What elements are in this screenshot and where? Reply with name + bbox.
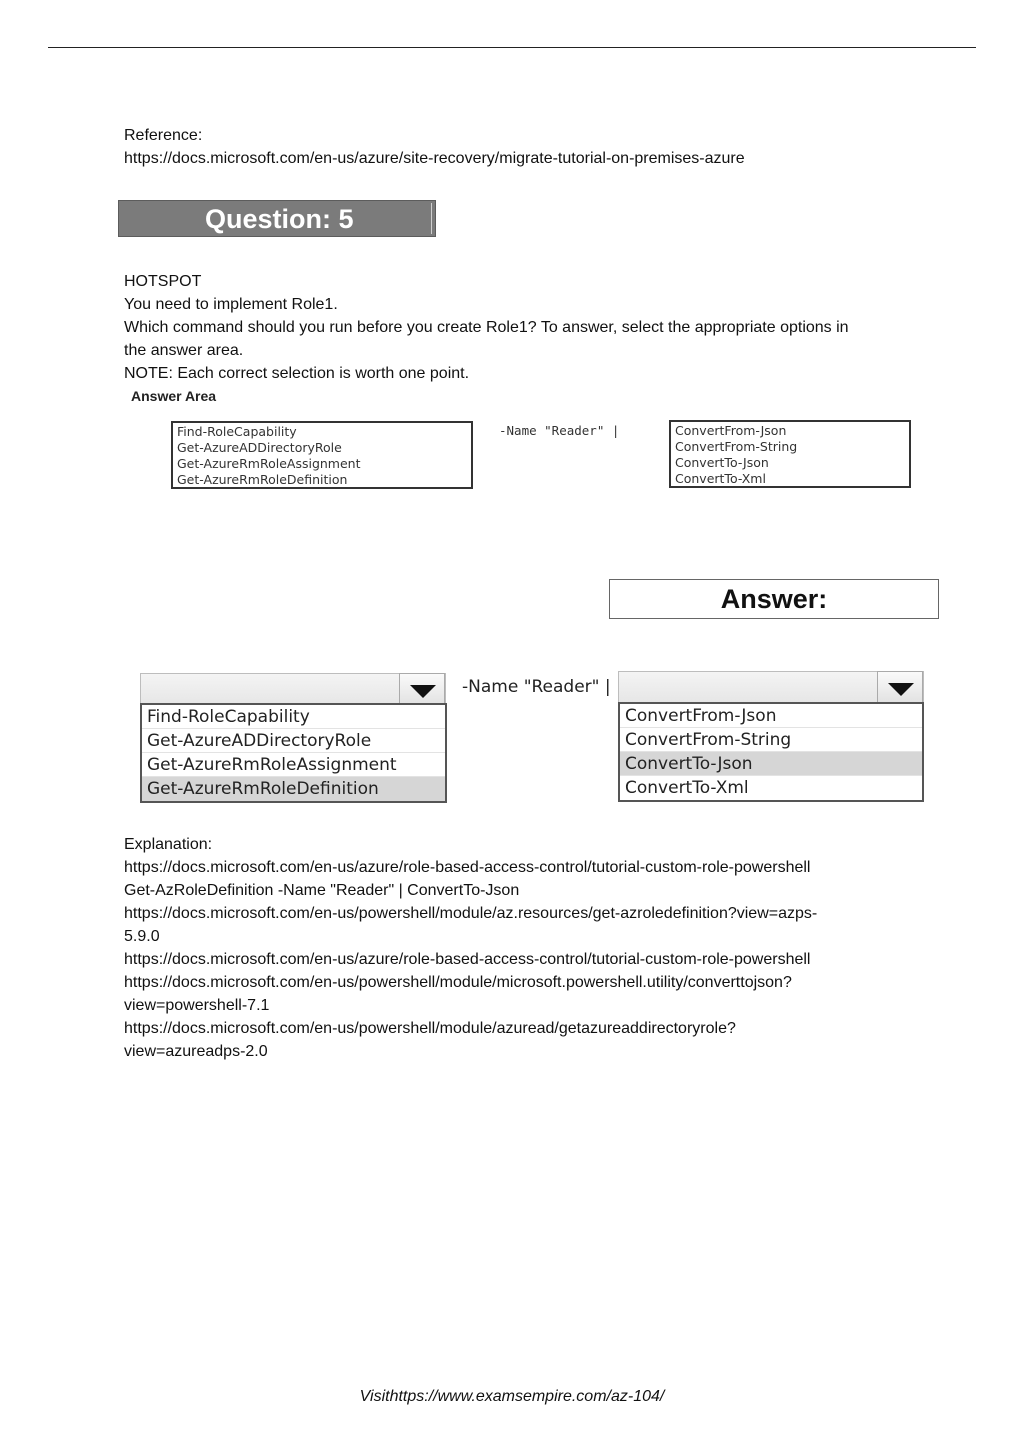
dropdown-option-selected[interactable]: ConvertTo-Json <box>620 752 922 776</box>
dropdown-option[interactable]: ConvertFrom-String <box>620 728 922 752</box>
question-type: HOTSPOT <box>124 273 202 290</box>
answer-area-middle-text: -Name "Reader" | <box>499 423 620 438</box>
explanation-line[interactable]: https://docs.microsoft.com/en-us/powershell/module/az.resources/get-azroledefinition?view=azps- <box>124 905 818 922</box>
footer-link[interactable]: Visithttps://www.examsempire.com/az-104/ <box>359 1388 665 1405</box>
question-line-1: You need to implement Role1. <box>124 296 338 313</box>
answer-area-command-list[interactable] <box>171 421 473 489</box>
list-item[interactable]: ConvertFrom-String <box>675 439 798 454</box>
convert-dropdown[interactable] <box>618 671 924 704</box>
question-line-2: Which command should you run before you create Role1? To answer, select the appropriate options in <box>124 319 849 336</box>
answer-area-label: Answer Area <box>131 388 217 404</box>
dropdown-option[interactable]: Find-RoleCapability <box>142 705 445 729</box>
question-block <box>124 270 849 385</box>
list-item[interactable]: Find-RoleCapability <box>177 424 297 439</box>
list-item[interactable]: ConvertTo-Xml <box>675 471 766 486</box>
answer-area-convert-list[interactable] <box>669 420 911 488</box>
triangle-down-icon <box>410 685 436 698</box>
reference-block <box>124 124 745 170</box>
dropdown-option[interactable]: ConvertTo-Xml <box>625 778 749 798</box>
explanation-line[interactable]: https://docs.microsoft.com/en-us/azure/role-based-access-control/tutorial-custom-role-powershell <box>124 859 811 876</box>
triangle-down-icon <box>888 683 914 696</box>
explanation-line[interactable]: https://docs.microsoft.com/en-us/powershell/module/azuread/getazureaddirectoryrole? <box>124 1020 736 1037</box>
command-dropdown[interactable] <box>140 673 446 706</box>
explanation-label: Explanation: <box>124 836 213 853</box>
dropdown-option[interactable]: Get-AzureRmRoleAssignment <box>142 753 445 777</box>
list-item[interactable]: Get-AzureRmRoleDefinition <box>177 472 348 487</box>
question-title: Question: 5 <box>205 204 354 234</box>
list-item[interactable]: Get-AzureADDirectoryRole <box>177 440 342 455</box>
question-line-3: the answer area. <box>124 342 244 359</box>
dropdown-option-selected[interactable]: Get-AzureRmRoleDefinition <box>142 777 445 801</box>
answer-heading: Answer: <box>609 579 939 619</box>
header-rule <box>48 47 976 48</box>
list-item[interactable]: ConvertTo-Json <box>675 455 769 470</box>
reference-url[interactable]: https://docs.microsoft.com/en-us/azure/site-recovery/migrate-tutorial-on-premises-azure <box>124 150 745 167</box>
answer-middle-text: -Name "Reader" | <box>462 677 611 697</box>
explanation-line[interactable]: view=powershell-7.1 <box>124 997 270 1014</box>
list-item[interactable]: Get-AzureRmRoleAssignment <box>177 456 361 471</box>
dropdown-option[interactable]: ConvertFrom-Json <box>620 704 922 728</box>
reference-label: Reference: <box>124 127 203 144</box>
banner-edge <box>431 203 432 234</box>
explanation-line[interactable]: https://docs.microsoft.com/en-us/azure/role-based-access-control/tutorial-custom-role-powershell <box>124 951 811 968</box>
explanation-line: Get-AzRoleDefinition -Name "Reader" | ConvertTo-Json <box>124 882 520 899</box>
explanation-block <box>124 833 817 1063</box>
dropdown-button[interactable] <box>877 671 923 704</box>
question-banner <box>118 200 436 237</box>
explanation-line[interactable]: view=azureadps-2.0 <box>124 1043 268 1060</box>
command-dropdown-list[interactable] <box>140 703 447 803</box>
dropdown-option[interactable]: Get-AzureADDirectoryRole <box>142 729 445 753</box>
convert-dropdown-list[interactable] <box>618 702 924 802</box>
list-item[interactable]: ConvertFrom-Json <box>675 423 787 438</box>
explanation-line[interactable]: https://docs.microsoft.com/en-us/powershell/module/microsoft.powershell.utility/converttojson? <box>124 974 792 991</box>
explanation-line[interactable]: 5.9.0 <box>124 928 160 945</box>
dropdown-button[interactable] <box>399 673 445 706</box>
question-note: NOTE: Each correct selection is worth one point. <box>124 365 470 382</box>
